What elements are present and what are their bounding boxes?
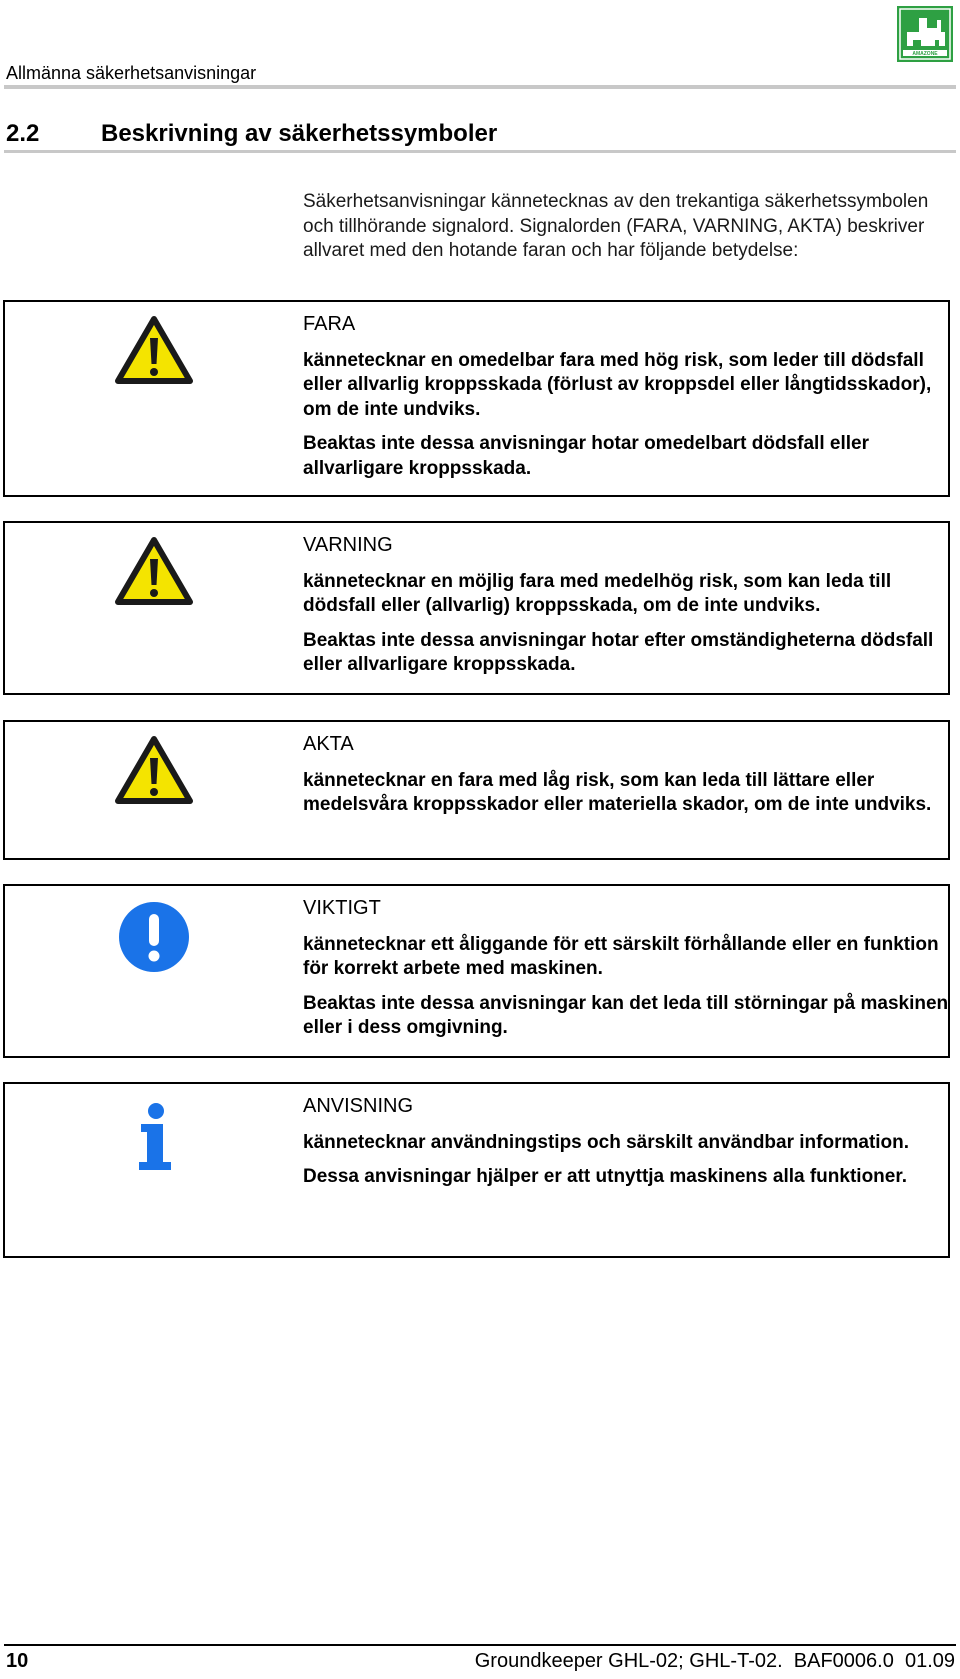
symbol-description: kännetecknar en möjlig fara med medelhög risk, som kan leda till dödsfall eller (allvarlig) kroppsskada, om de inte undviks. <box>303 570 892 616</box>
info-icon <box>135 1102 175 1177</box>
section-rule <box>4 150 956 153</box>
signal-word: FARA <box>303 313 356 335</box>
symbol-consequence: Dessa anvisningar hjälper er att utnyttja maskinens alla funktioner. <box>303 1166 907 1187</box>
warning-triangle-icon <box>113 314 195 391</box>
symbol-description: kännetecknar en omedelbar fara med hög risk, som leder till dödsfall eller allvarlig kroppsskada (förlust av kroppsdel eller långtidsskador), om de inte undviks. <box>303 349 932 420</box>
symbol-box-varning <box>3 521 950 695</box>
symbol-box-akta <box>3 720 950 860</box>
symbol-box-fara <box>3 300 950 497</box>
section-title: Beskrivning av säkerhetssymboler <box>101 120 498 147</box>
symbol-description: kännetecknar ett åliggande för ett särskilt förhållande eller en funktion för korrekt arbete med maskinen. <box>303 933 939 979</box>
signal-word: VIKTIGT <box>303 897 381 919</box>
symbol-description: kännetecknar en fara med låg risk, som kan leda till lättare eller medelsvåra kroppsskador eller materiella skador, om de inte undviks. <box>303 769 932 815</box>
page-number: 10 <box>6 1650 29 1672</box>
symbol-consequence: Beaktas inte dessa anvisningar kan det leda till störningar på maskinen eller i dess omgivning. <box>303 992 949 1038</box>
signal-word: VARNING <box>303 534 393 556</box>
warning-triangle-icon <box>113 734 195 811</box>
symbol-description: kännetecknar användningstips och särskilt användbar information. <box>303 1131 910 1153</box>
header-title: Allmänna säkerhetsanvisningar <box>6 63 257 83</box>
intro-paragraph: Säkerhetsanvisningar kännetecknas av den trekantiga säkerhetssymbolen och tillhörande signalord. Signalorden (FARA, VARNING, AKTA) beskriver allvaret med den hotande faran och har följande betydelse: <box>303 191 929 261</box>
section-number: 2.2 <box>6 120 40 147</box>
amazone-logo <box>897 6 953 62</box>
section-heading <box>6 120 497 148</box>
exclamation-circle-icon <box>117 900 191 979</box>
amazone-logo-text: AMAZONE <box>912 51 938 58</box>
symbol-box-viktigt <box>3 884 950 1058</box>
symbol-box-anvisning <box>3 1082 950 1258</box>
footer-rule <box>4 1644 956 1646</box>
signal-word: ANVISNING <box>303 1095 414 1117</box>
warning-triangle-icon <box>113 535 195 612</box>
signal-word: AKTA <box>303 733 354 755</box>
symbol-consequence: Beaktas inte dessa anvisningar hotar efter omständigheterna dödsfall eller allvarligare kroppsskada. <box>303 629 934 675</box>
header-rule <box>4 85 956 89</box>
footer-document-id: Groundkeeper GHL-02; GHL-T-02. BAF0006.0 01.09 <box>474 1650 955 1672</box>
symbol-consequence: Beaktas inte dessa anvisningar hotar omedelbart dödsfall eller allvarligare kroppsskada. <box>303 433 869 479</box>
